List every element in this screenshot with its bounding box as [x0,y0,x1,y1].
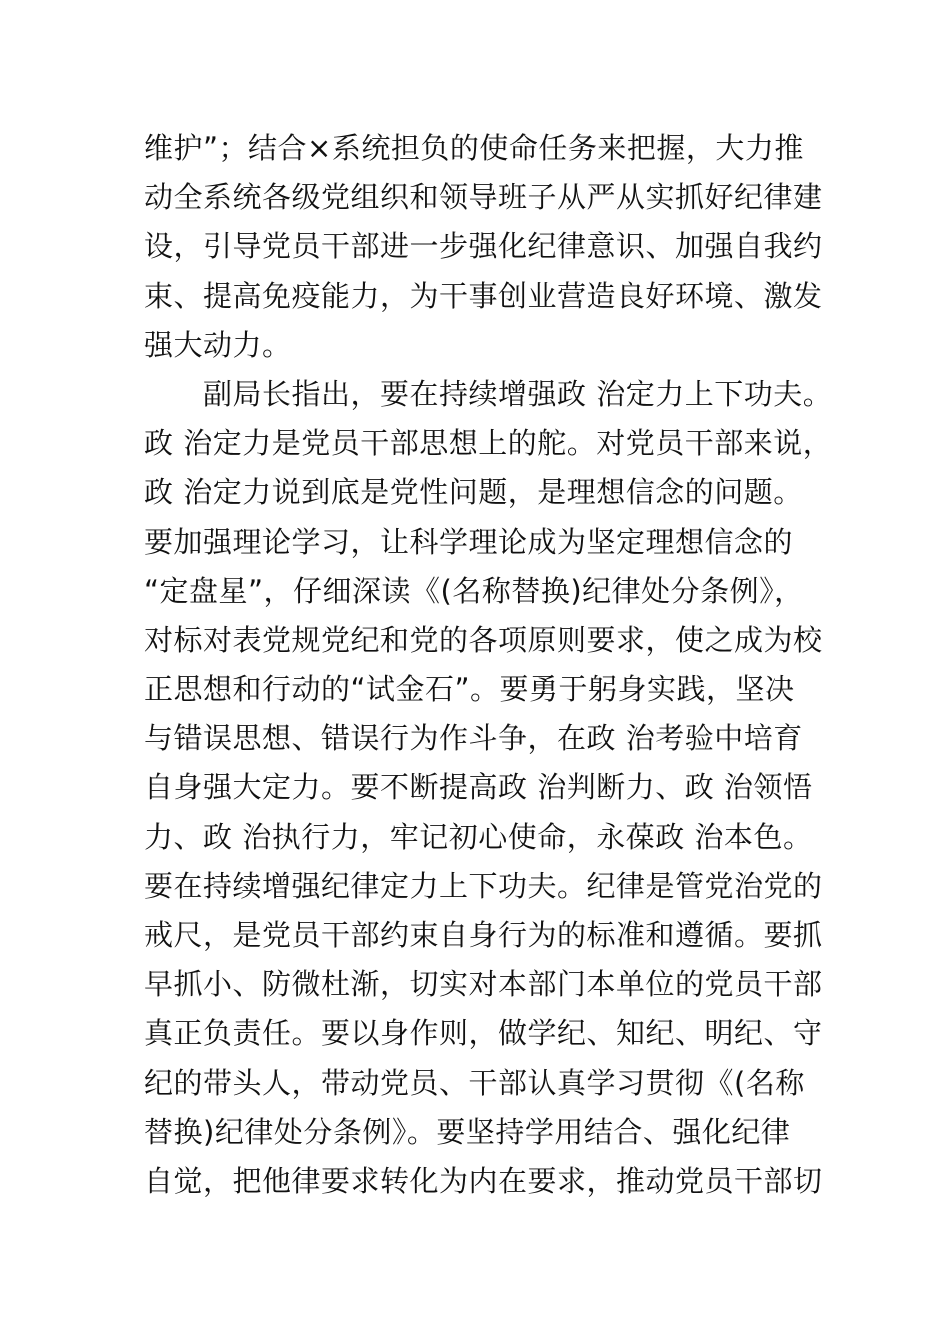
text-line: 正思想和行动的“试金石”。要勇于躬身实践，坚决 [144,672,795,707]
text-line: 维护”；结合×系统担负的使命任务来把握，大力推 [144,131,804,165]
text-line: 设，引导党员干部进一步强化纪律意识、加强自我约 [144,229,823,264]
text-line: 政 治定力是党员干部思想上的舵。对党员干部来说， [144,426,833,461]
text-line: 真正负责任。要以身作则，做学纪、知纪、明纪、守 [144,1016,823,1051]
text-line: “定盘星”，仔细深读《(名称替换)纪律处分条例》， [144,573,804,608]
text-line: 纪的带头人，带动党员、干部认真学习贯彻《(名称 [144,1065,805,1100]
text-line: 要在持续增强纪律定力上下功夫。纪律是管党治党的 [144,868,823,903]
text-line: 要加强理论学习，让科学理论成为坚定理想信念的 [144,524,794,559]
text-line: 与错误思想、错误行为作斗争，在政 治考验中培育 [144,721,803,756]
text-line: 政 治定力说到底是党性问题，是理想信念的问题。 [144,475,803,510]
text-line: 对标对表党规党纪和党的各项原则要求，使之成为校 [144,622,823,657]
text-line: 强大动力。 [144,327,292,362]
text-line: 戒尺，是党员干部约束自身行为的标准和遵循。要抓 [144,918,823,952]
text-line: 自身强大定力。要不断提高政 治判断力、政 治领悟 [144,770,813,805]
text-line: 早抓小、防微杜渐，切实对本部门本单位的党员干部 [144,967,823,1002]
text-line: 力、政 治执行力，牢记初心使命，永葆政 治本色。 [144,819,813,854]
text-line: 替换)纪律处分条例》。要坚持学用结合、强化纪律 [144,1114,791,1149]
paragraph-start-line: 副局长指出，要在持续增强政 治定力上下功夫。 [144,376,833,411]
text-line: 自觉，把他律要求转化为内在要求，推动党员干部切 [144,1163,823,1198]
text-line: 动全系统各级党组织和领导班子从严从实抓好纪律建 [144,180,823,215]
text-line: 束、提高免疫能力，为干事创业营造良好环境、激发 [144,278,823,313]
body-text [144,124,833,1206]
